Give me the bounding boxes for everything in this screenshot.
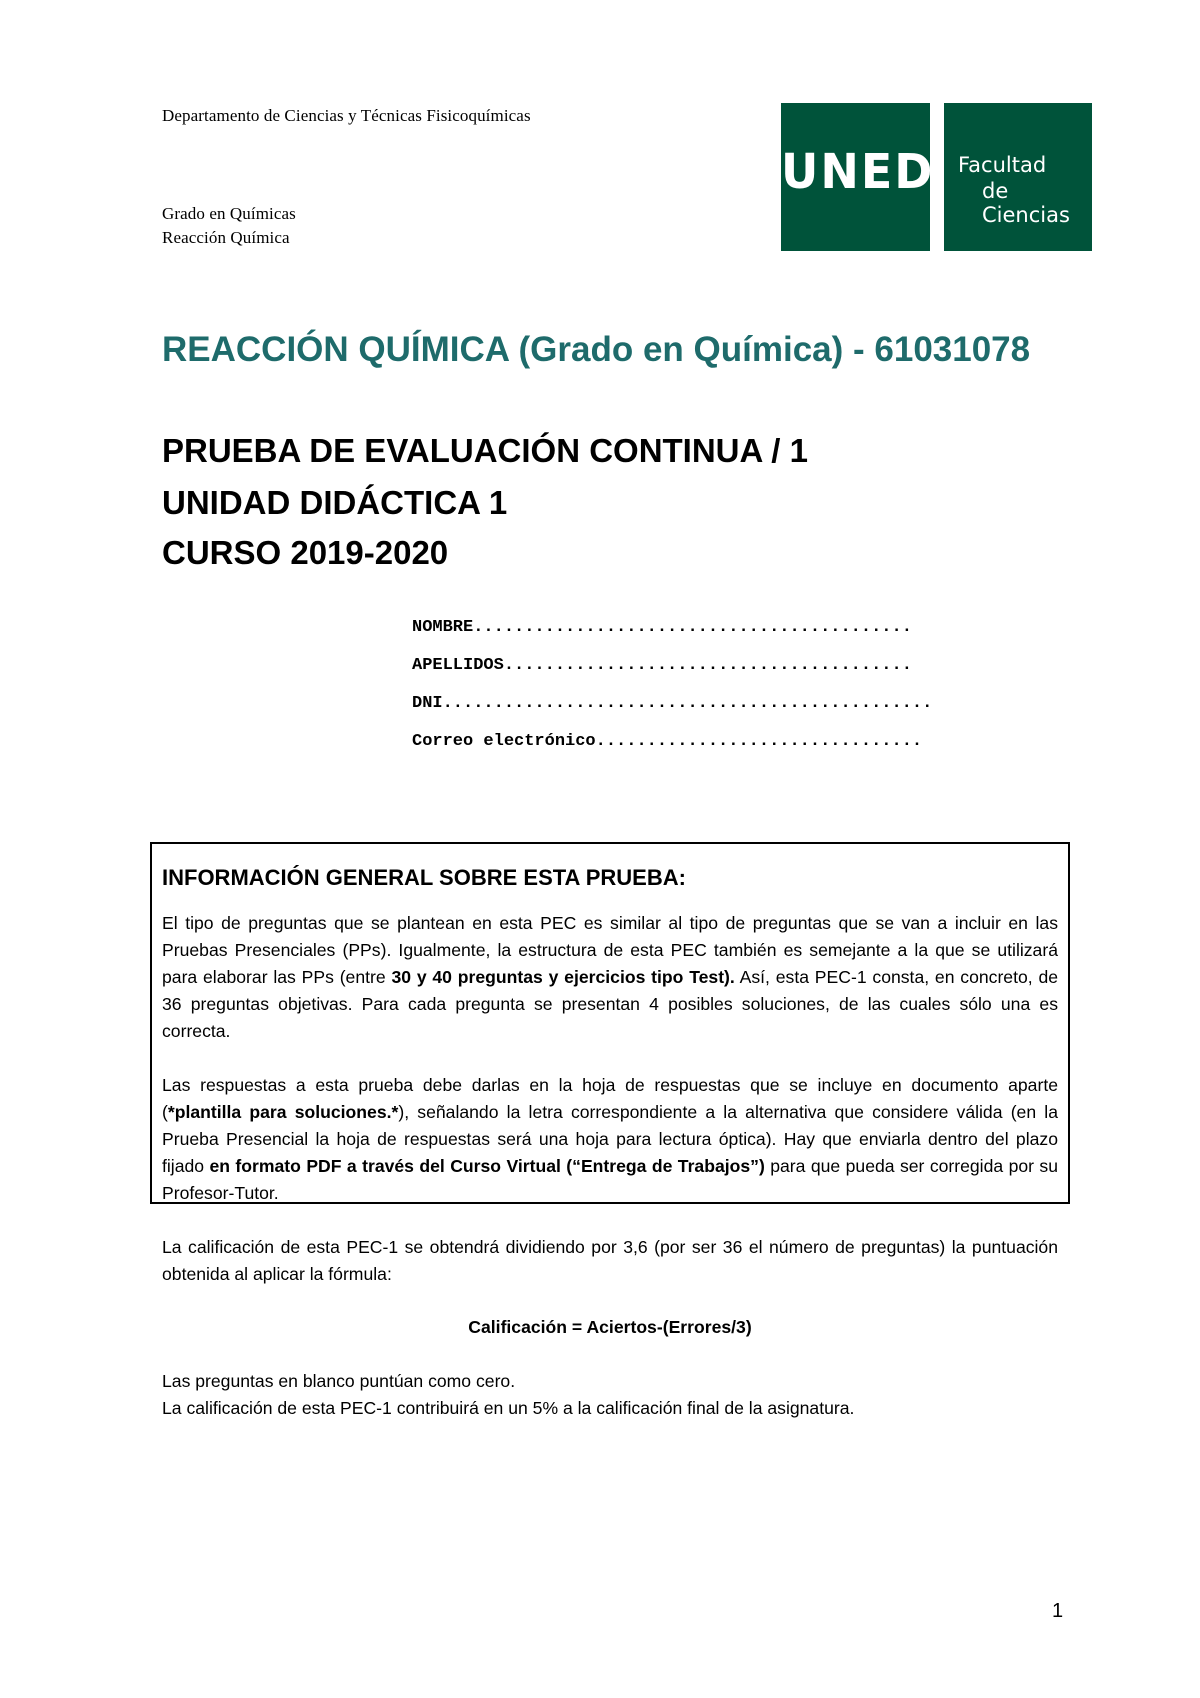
email-dots: ................................	[595, 732, 923, 751]
grade-formula: Calificación = Aciertos-(Errores/3)	[468, 1317, 752, 1337]
p1-text-c: Así, esta PEC-1 consta, en concreto, de 36 preguntas objetivas. Para cada pregunta se presentan 4 posibles soluciones, de las cuales sólo una es correcta.	[162, 967, 1059, 1041]
p2-text-d: en formato PDF a través del Curso Virtual (“Entrega de Trabajos”)	[209, 1156, 765, 1176]
surnames-field[interactable]	[412, 656, 1072, 675]
name-label: NOMBRE	[412, 618, 474, 637]
uned-wordmark: UNED	[781, 142, 935, 200]
course-title-code: - 61031078	[853, 330, 1031, 369]
dni-field[interactable]	[412, 694, 1072, 713]
p2-text-a: Las respuestas a esta prueba debe darlas en la hoja de respuestas que se incluye en documento aparte (	[162, 1075, 1058, 1122]
info-box	[150, 842, 1070, 1418]
info-paragraph-4: Las preguntas en blanco puntúan como cero.	[162, 1371, 516, 1391]
p1-text-b: 30 y 40 preguntas y ejercicios tipo Test).	[391, 967, 735, 987]
course-title-name: REACCIÓN QUÍMICA	[162, 330, 509, 369]
uned-logo	[781, 103, 935, 251]
department-label: Departamento de Ciencias y Técnicas Fisicoquímicas	[162, 106, 531, 125]
info-paragraph-3: La calificación de esta PEC-1 se obtendrá dividiendo por 3,6 (por ser 36 el número de preguntas) la puntuación obtenida al aplicar la fórmula:	[162, 1237, 1058, 1284]
dni-dots: ................................................	[442, 694, 933, 713]
course-title	[162, 330, 1030, 370]
info-paragraph-2	[162, 1072, 1058, 1207]
unit-title: UNIDAD DIDÁCTICA 1	[162, 484, 508, 521]
surnames-label: APELLIDOS	[412, 656, 504, 675]
p2-text-c: ), señalando la letra correspondiente a la alternativa que considere válida (en la Prueba Presencial la hoja de respuestas será una hoja para lectura óptica). Hay que enviarla dentro del plazo fijado	[162, 1102, 1058, 1176]
faculty-line-2: de Ciencias	[982, 179, 1070, 227]
email-label: Correo electrónico	[412, 732, 596, 751]
email-field[interactable]	[412, 732, 1072, 751]
p2-text-e: para que pueda ser corregida por su Profesor-Tutor.	[162, 1156, 1058, 1203]
name-dots: ...........................................	[473, 618, 912, 637]
dni-label: DNI	[412, 694, 443, 713]
faculty-line-1: Facultad	[958, 153, 1047, 177]
faculty-logo	[944, 103, 1092, 251]
course-title-degree: (Grado en Química)	[518, 330, 844, 369]
info-paragraph-1	[162, 910, 1058, 1045]
pec-title: PRUEBA DE EVALUACIÓN CONTINUA / 1	[162, 432, 808, 469]
p2-text-b: *plantilla para soluciones.*	[167, 1102, 399, 1122]
surnames-dots: ........................................	[503, 656, 912, 675]
name-field[interactable]	[412, 618, 1072, 637]
info-title: INFORMACIÓN GENERAL SOBRE ESTA PRUEBA:	[162, 865, 686, 890]
page-number: 1	[1052, 1600, 1064, 1622]
degree-label: Grado en Químicas	[162, 204, 296, 223]
info-paragraph-5: La calificación de esta PEC-1 contribuirá en un 5% a la calificación final de la asignatura.	[162, 1398, 855, 1418]
p1-text-a: El tipo de preguntas que se plantean en esta PEC es similar al tipo de preguntas que se van a incluir en las Pruebas Presenciales (PPs). Igualmente, la estructura de esta PEC también es semejante a la que se utilizará para elaborar las PPs (entre	[162, 913, 1058, 987]
subject-label: Reacción Química	[162, 228, 290, 247]
course-year: CURSO 2019-2020	[162, 534, 449, 571]
